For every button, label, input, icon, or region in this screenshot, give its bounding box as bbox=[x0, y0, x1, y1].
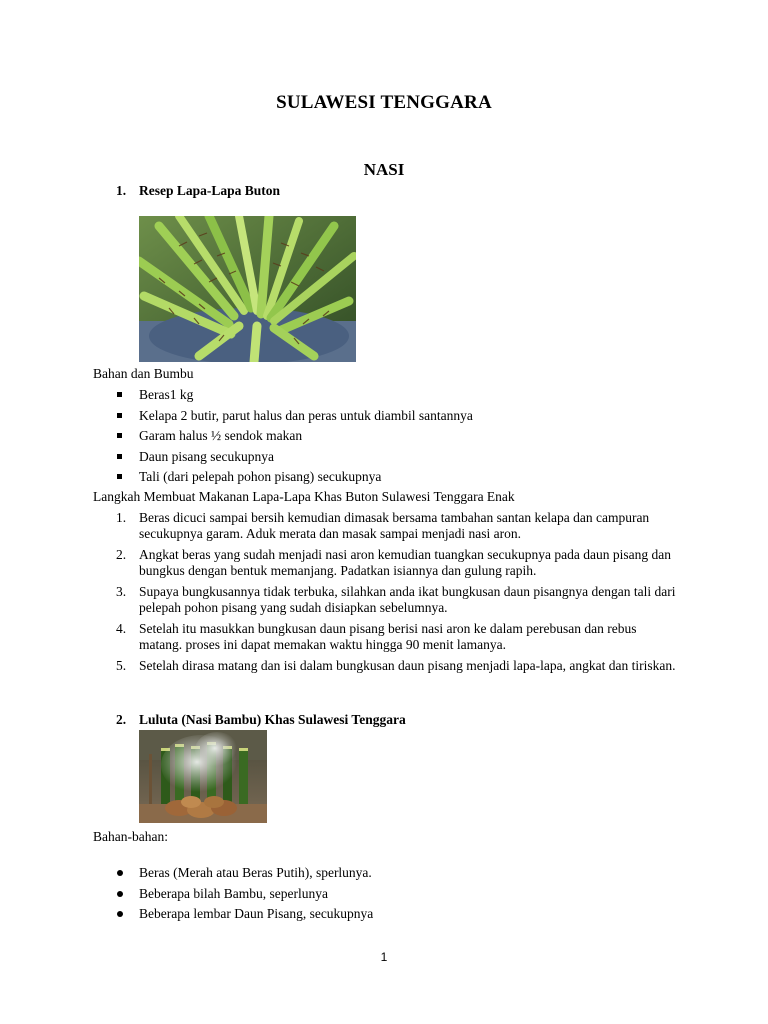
ingredients-list-2 bbox=[116, 865, 676, 927]
step-text: Angkat beras yang sudah menjadi nasi aron kemudian tuangkan secukupnya pada daun pisang dan bungkus dengan bentuk memanjang. Padatkan isiannya dan gulung rapih. bbox=[139, 547, 671, 578]
ingredients-label-1: Bahan dan Bumbu bbox=[93, 366, 194, 381]
list-item bbox=[116, 621, 676, 653]
lapa-lapa-illustration bbox=[139, 216, 356, 362]
recipe-number: 2. bbox=[116, 712, 127, 727]
luluta-photo bbox=[139, 730, 267, 823]
ingredient-text: Tali (dari pelepah pohon pisang) secukupnya bbox=[139, 469, 382, 484]
ingredient-text: Daun pisang secukupnya bbox=[139, 448, 274, 464]
list-item bbox=[116, 886, 676, 902]
step-text: Beras dicuci sampai bersih kemudian dimasak bersama tambahan santan kelapa dan campuran secukupnya garam. Aduk merata dan masak sampai menjadi nasi aron. bbox=[139, 510, 650, 541]
step-text: Setelah dirasa matang dan isi dalam bungkusan daun pisang menjadi lapa-lapa, angkat dan tiriskan. bbox=[139, 658, 676, 673]
list-item bbox=[116, 469, 676, 485]
step-number: 4. bbox=[116, 621, 127, 636]
steps-label-1: Langkah Membuat Makanan Lapa-Lapa Khas Buton Sulawesi Tenggara Enak bbox=[93, 489, 515, 504]
steps-list-1 bbox=[116, 510, 676, 679]
ingredients-label-2: Bahan-bahan: bbox=[93, 829, 168, 844]
step-number: 2. bbox=[116, 547, 127, 562]
square-bullet-icon bbox=[117, 474, 122, 479]
step-text: Setelah itu masukkan bungkusan daun pisang berisi nasi aron ke dalam perebusan dan rebus matang. proses ini dapat memakan waktu hingga 90 menit lamanya. bbox=[139, 621, 637, 652]
list-item bbox=[116, 428, 676, 444]
list-item bbox=[116, 510, 676, 542]
square-bullet-icon bbox=[117, 454, 122, 459]
list-item bbox=[116, 865, 676, 881]
recipe-heading-1 bbox=[116, 183, 280, 199]
ingredient-text: Beras1 kg bbox=[139, 387, 194, 402]
luluta-illustration bbox=[139, 730, 267, 823]
section-subtitle: NASI bbox=[363, 160, 405, 179]
list-item bbox=[116, 449, 676, 465]
list-item bbox=[116, 387, 676, 403]
recipe-title: Resep Lapa-Lapa Buton bbox=[139, 183, 281, 198]
ingredients-list-1 bbox=[116, 387, 676, 490]
ingredient-text: Beras (Merah atau Beras Putih), sperlunya. bbox=[139, 865, 372, 880]
recipe-title: Luluta (Nasi Bambu) Khas Sulawesi Tenggara bbox=[139, 712, 406, 727]
round-bullet-icon bbox=[117, 891, 123, 897]
list-item bbox=[116, 658, 676, 674]
step-number: 1. bbox=[116, 510, 127, 525]
step-number: 5. bbox=[116, 658, 127, 673]
list-item bbox=[116, 584, 676, 616]
lapa-lapa-photo bbox=[139, 216, 356, 362]
list-item bbox=[116, 408, 676, 424]
ingredient-text: Garam halus ½ sendok makan bbox=[139, 428, 303, 443]
round-bullet-icon bbox=[117, 911, 123, 917]
page-number: 1 bbox=[380, 950, 388, 964]
ingredient-text: Kelapa 2 butir, parut halus dan peras untuk diambil santannya bbox=[139, 407, 473, 423]
ingredient-text: Beberapa lembar Daun Pisang, secukupnya bbox=[139, 906, 374, 921]
round-bullet-icon bbox=[117, 870, 123, 876]
square-bullet-icon bbox=[117, 392, 122, 397]
step-number: 3. bbox=[116, 584, 127, 599]
ingredient-text: Beberapa bilah Bambu, seperlunya bbox=[139, 885, 328, 901]
recipe-heading-2 bbox=[116, 712, 406, 728]
list-item bbox=[116, 906, 676, 922]
step-text: Supaya bungkusannya tidak terbuka, silahkan anda ikat bungkusan daun pisangnya dengan tali dari pelepah pohon pisang yang sudah disiapkan sebelumnya. bbox=[139, 584, 676, 615]
recipe-number: 1. bbox=[116, 183, 127, 198]
document-title: SULAWESI TENGGARA bbox=[276, 92, 492, 113]
square-bullet-icon bbox=[117, 413, 122, 418]
square-bullet-icon bbox=[117, 433, 122, 438]
list-item bbox=[116, 547, 676, 579]
